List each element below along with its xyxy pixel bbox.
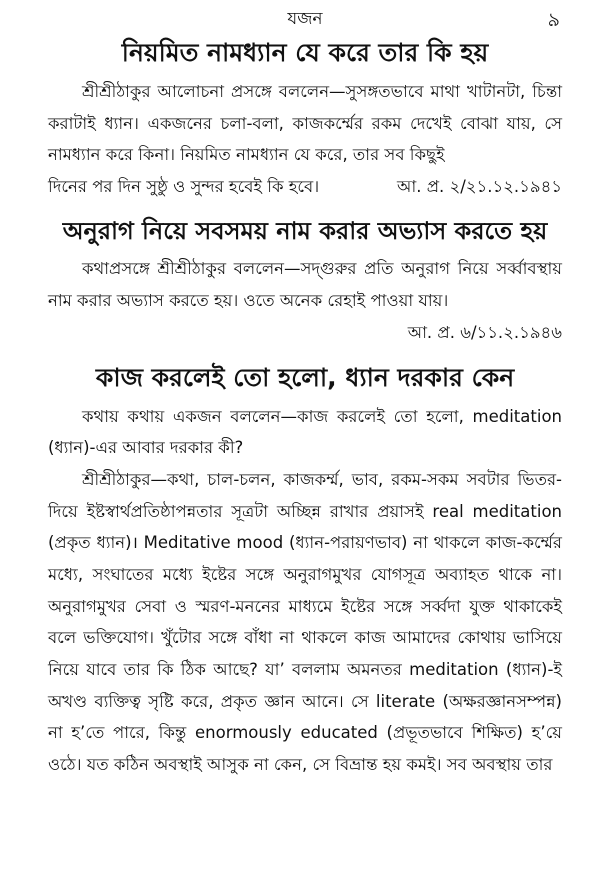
section-why-meditation	[48, 363, 562, 781]
section-practice-with-love	[48, 217, 562, 349]
section-paragraph: শ্রীশ্রীঠাকুর আলোচনা প্রসঙ্গে বললেন—সুসঙ্গতভাবে মাথা খাটানটা, চিন্তা করাটাই ধ্যান। একজনের চলা-বলা, কাজকর্ম্মের রকম দেখেই বোঝা যায়, সে নামধ্যান করে কিনা। নিয়মিত নামধ্যান যে করে, তার সব কিছুই	[48, 82, 562, 165]
running-head	[48, 0, 562, 36]
section-paragraph: কথায় কথায় একজন বললেন—কাজ করলেই তো হলো, meditation (ধ্যান)-এর আবার দরকার কী?	[48, 406, 562, 458]
last-line-text: দিনের পর দিন সুষ্ঠু ও সুন্দর হবেই কি হবে।	[48, 177, 320, 197]
section-heading: নিয়মিত নামধ্যান যে করে তার কি হয়	[121, 38, 489, 67]
section-paragraph: কথাপ্রসঙ্গে শ্রীশ্রীঠাকুর বললেন—সদ্‌গুরুর প্রতি অনুরাগ নিয়ে সর্ব্বাবস্থায় নাম করার অভ্যাস করতে হয়। ওতে অনেক রেহাই পাওয়া যায়।	[48, 259, 562, 311]
page-number: ৯	[547, 9, 560, 31]
paragraph-last-line	[48, 171, 562, 203]
source-reference: আ. প্র. ৬/১১.২.১৯৪৬	[407, 322, 562, 342]
section-heading: অনুরাগ নিয়ে সবসময় নাম করার অভ্যাস করতে হয়	[62, 216, 548, 245]
running-title: যজন	[287, 9, 323, 29]
section-paragraph: শ্রীশ্রীঠাকুর—কথা, চাল-চলন, কাজকর্ম্ম, ভাব, রকম-সকম সবটার ভিতর-দিয়ে ইষ্টস্বার্থপ্রতিষ্ঠাপন্নতার সূত্রটা অচ্ছিন্ন রাখার প্রয়াসই real meditation (প্রকৃত ধ্যান)। Meditative mood (ধ্যান-পরায়ণভাব) না থাকলে কাজ-কর্ম্মের মধ্যে, সংঘাতের মধ্যে ইষ্টের সঙ্গে অনুরাগমুখর যোগসূত্র অব্যাহত থাকে না। অনুরাগমুখর সেবা ও স্মরণ-মননের মাধ্যমে ইষ্টের সঙ্গে সর্ব্বদা যুক্ত থাকাকেই বলে ভক্তিযোগ। খুঁটোর সঙ্গে বাঁধা না থাকলে কাজ আমাদের কোথায় ভাসিয়ে নিয়ে যাবে তার কি ঠিক আছে? যা’ বললাম অমনতর meditation (ধ্যান)-ই অখণ্ড ব্যক্তিত্ব সৃষ্টি করে, প্রকৃত জ্ঞান আনে। সে literate (অক্ষরজ্ঞানসম্পন্ন) না হ’তে পারে, কিন্তু enormously educated (প্রভূতভাবে শিক্ষিত) হ’য়ে ওঠে। যত কঠিন অবস্থাই আসুক না কেন, সে বিভ্রান্ত হয় কমই। সব অবস্থায় তার	[48, 469, 562, 774]
section-regular-meditation	[48, 38, 562, 203]
source-reference: আ. প্র. ২/২১.১২.১৯৪১	[396, 177, 562, 197]
section-heading: কাজ করলেই তো হলো, ধ্যান দরকার কেন	[95, 362, 515, 392]
